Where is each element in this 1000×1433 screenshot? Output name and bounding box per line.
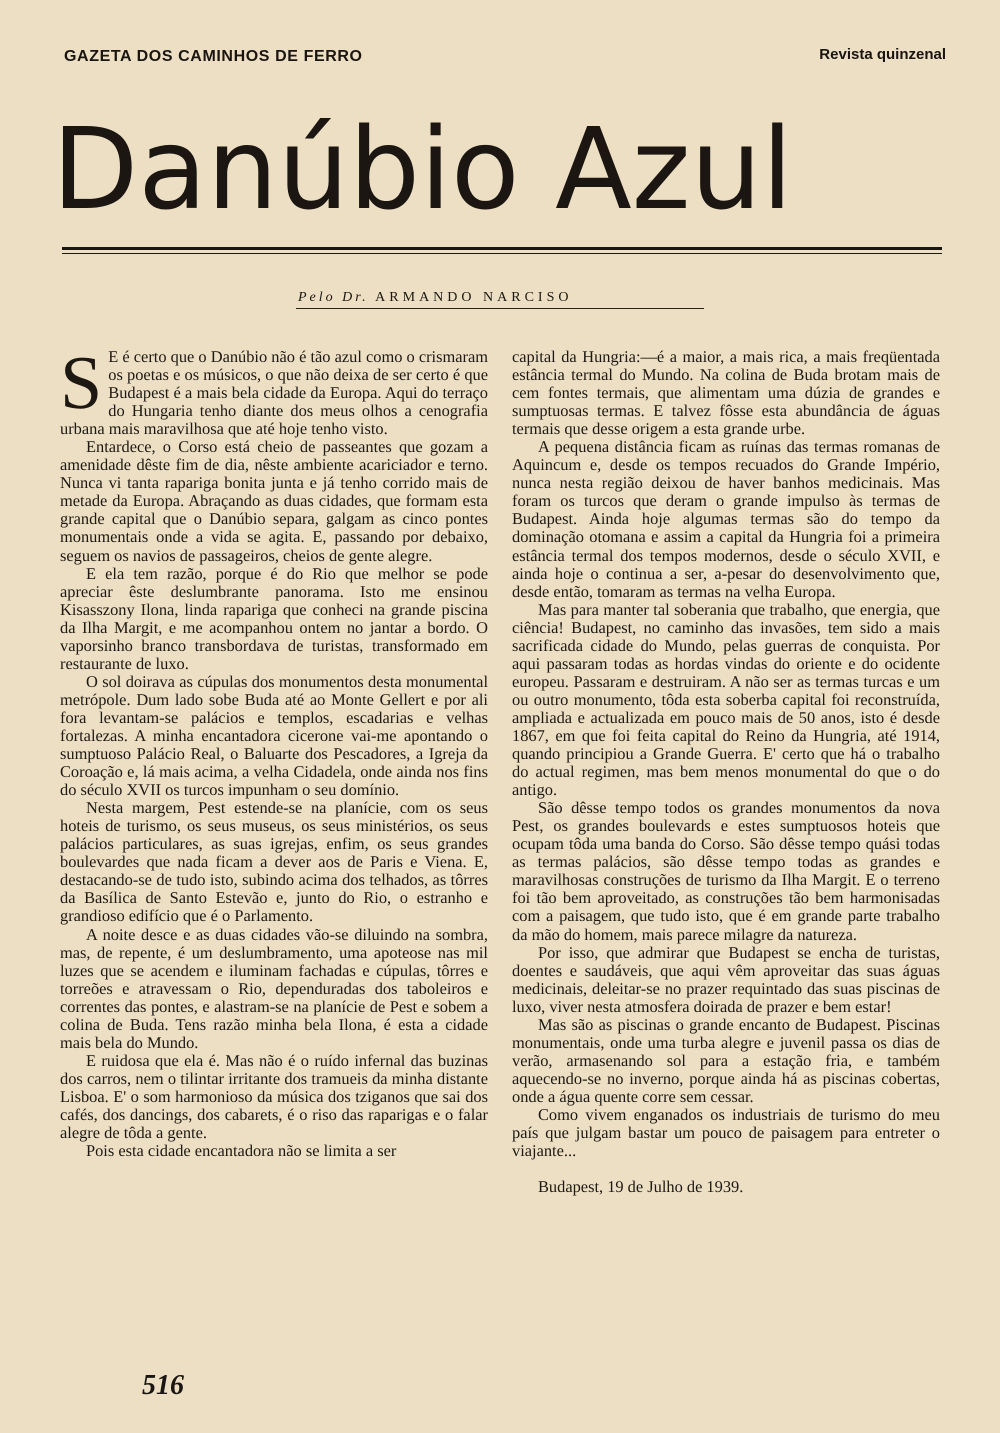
paragraph: São dêsse tempo todos os grandes monumentos da nova Pest, os grandes boulevards e estes sumptuosos hoteis que ocupam tôda uma banda do Corso. São dêsse tempo quási todas as termas palácios, são dêsse tempo todas as grandes e maravilhosas construções de turismo da Ilha Margit. E o terreno foi tão bem aproveitado, as construções tão bem harmonisadas com a paisagem, que tudo isto, que é em grande parte trabalho da mão do homem, mais parece milagre da natureza. <box>512 798 940 944</box>
paragraph: E ela tem razão, porque é do Rio que melhor se pode apreciar êste deslumbrante panorama. Isto me ensinou Kisasszony Ilona, linda rapariga que conheci na grande piscina da Ilha Margit, e me acompanhou ontem no jantar a bordo. O vaporsinho branco transbordava de turistas, transformado em restaurante de luxo. <box>60 563 488 673</box>
drop-cap: S <box>60 341 103 425</box>
paragraph <box>60 341 488 439</box>
left-column <box>60 341 488 1161</box>
paragraph: Mas são as piscinas o grande encanto de Budapest. Piscinas monumentais, onde uma turba alegre e juvenil passa os dias de verão, armasenando sol para a estação fria, e também aquecendo-se no inverno, porque ainda há as piscinas cobertas, onde a água quente corre sem cessar. <box>512 1014 940 1106</box>
article-signature: Budapest, 19 de Julho de 1939. <box>538 1177 744 1197</box>
paragraph: Por isso, que admirar que Budapest se encha de turistas, doentes e saudáveis, que aqui vêm aproveitar das suas águas medicinais, deleitar-se no prazer requintado das suas piscinas de luxo, viver nesta atmosfera doirada de prazer e bem estar! <box>512 942 940 1016</box>
byline-underline <box>296 308 704 309</box>
publication-frequency: Revista quinzenal <box>819 46 946 63</box>
paragraph: A pequena distância ficam as ruínas das termas romanas de Aquincum e, desde os tempos recuados do Grande Império, nunca nesta região deixou de haver banhos medicinais. Mas foram os turcos que deram o grande impulso às termas de Budapest. Ainda hoje algumas termas são do tempo da dominação otomana e assim a capital da Hungria foi a primeira estância termal dos tempos modernos, desde o século XVII, e ainda hoje o continua a ser, a-pesar do desenvolvimento que, desde então, tomaram as termas na velha Europa. <box>512 437 940 601</box>
paragraph: Mas para manter tal soberania que trabalho, que energia, que ciência! Budapest, no caminho das invasões, tem sido a mais sacrificada cidade do Mundo, pelas guerras de conquista. Por aqui passaram todas as hordas vindas do oriente e do ocidente europeu. Passaram e destruiram. A não ser as termas turcas e um ou outro monumento, tôda esta soberba capital foi reconstruída, ampliada e actualizada em pouco mais de 50 anos, isto é desde 1867, em que foi feita capital do Reino da Hungria, até 1914, quando principiou a Grande Guerra. E' certo que há o trabalho do actual regimen, mas bem menos monumental do que o do antigo. <box>512 599 940 800</box>
paragraph: Nesta margem, Pest estende-se na planície, com os seus hoteis de turismo, os seus museus, os seus ministérios, os seus palácios particulares, as suas igrejas, enfim, os seus grandes boulevardes que nada ficam a dever aos de Paris e Viena. E, destacando-se de tudo isto, subindo acima dos telhados, as tôrres da Basílica de Santo Estevão e, junto do Rio, o estranho e grandioso edifício que é o Parlamento. <box>60 798 488 926</box>
paragraph: capital da Hungria:—é a maior, a mais rica, a mais freqüentada estância termal do Mundo. Na colina de Buda brotam mais de cem fontes termais, que alimentam uma dúzia de grandes e sumptuosas termas. E talvez fôsse esta abundância de águas termais que desse origem a esta grande urbe. <box>512 347 940 439</box>
byline-author: ARMANDO NARCISO <box>375 290 573 305</box>
right-column <box>512 348 940 1196</box>
article-title: Danúbio Azul <box>52 105 793 235</box>
paragraph: E ruidosa que ela é. Mas não é o ruído infernal das buzinas dos carros, nem o tilintar irritante dos tramueis da minha distante Lisboa. E' o som harmonioso da música dos tziganos que sai dos cafés, dos dancings, dos cabarets, é o riso das raparigas e o falar alegre de tôda a gente. <box>60 1050 488 1143</box>
paragraph: Pois esta cidade encantadora não se limita a ser <box>86 1141 397 1161</box>
paragraph: O sol doirava as cúpulas dos monumentos desta monumental metrópole. Dum lado sobe Buda até ao Monte Gellert e por ali fora levantam-se palácios e templos, escadarias e velhas fortalezas. A minha encantadora cicerone vai-me apontando o sumptuoso Palácio Real, o Baluarte dos Pescadores, a Igreja da Coroação e, lá mais acima, a velha Cidadela, onde ainda nos fins do século XVII os turcos impunham o seu domínio. <box>60 671 488 800</box>
publication-name: GAZETA DOS CAMINHOS DE FERRO <box>64 48 363 65</box>
title-rule-thick <box>62 247 942 250</box>
page-number: 516 <box>142 1370 184 1401</box>
paragraph: Como vivem enganados os industriais de turismo do meu país que julgam bastar um pouco de paisagem para entreter o viajante... <box>512 1104 940 1161</box>
byline-prefix: Pelo Dr. <box>298 290 369 305</box>
title-rule-thin <box>62 253 942 254</box>
paragraph: A noite desce e as duas cidades vão-se diluindo na sombra, mas, de repente, é um deslumbramento, uma apoteose nas mil luzes que se acendem e iluminam fachadas e cúpulas, tôrres e torreões e atravessam o Rio, dependuradas dos taboleiros e correntes das pontes, e alastram-se na planície de Pest e sobem a colina de Buda. Tens razão minha bela Ilona, é esta a cidade mais bela do Mundo. <box>60 924 488 1052</box>
paragraph-text: E é certo que o Danúbio não é tão azul como o crismaram os poetas e os músicos, o que não deixa de ser certo é que Budapest é a mais bela cidade da Europa. Aqui do terraço do Hungaria tenho diante dos meus olhos a cenografia urbana mais maravilhosa que até hoje tenho visto. <box>60 347 488 439</box>
byline <box>298 290 572 306</box>
paragraph: Entardece, o Corso está cheio de passeantes que gozam a amenidade dêste fim de dia, nêste ambiente acariciador e terno. Nunca vi tanta rapariga bonita junta e já tenho corrido mais de metade da Europa. Abraçando as duas cidades, que formam esta grande capital que o Danúbio separa, galgam as cinco pontes monumentais onde a vida se agita. E, passando por debaixo, seguem os navios de passageiros, cheios de gente alegre. <box>60 437 488 565</box>
